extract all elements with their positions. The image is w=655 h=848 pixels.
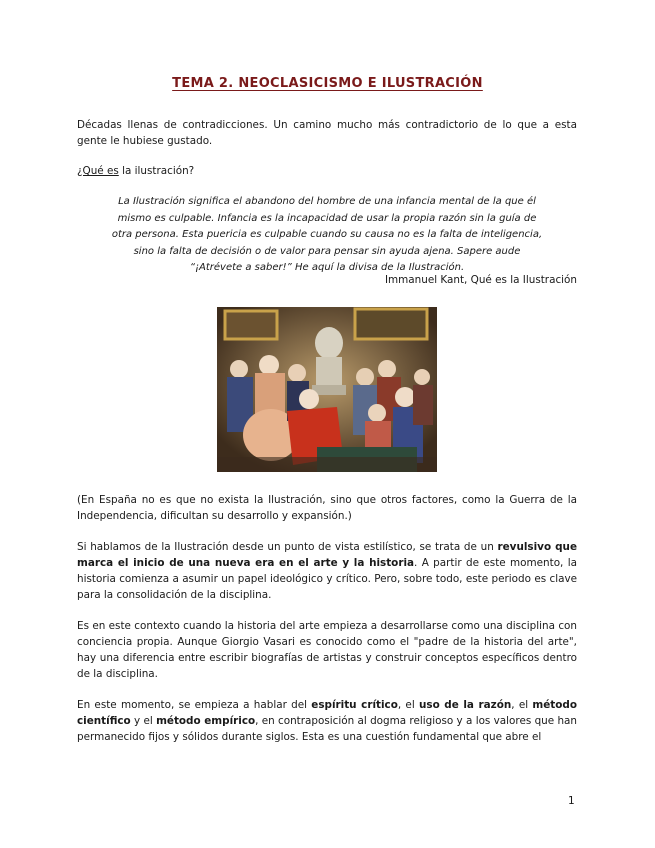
salon-painting-illustration bbox=[217, 307, 437, 472]
para3-text-e: , el bbox=[511, 699, 533, 711]
para3-bold-reason: uso de la razón bbox=[418, 699, 512, 711]
salon-painting-image bbox=[217, 307, 437, 472]
discipline-paragraph: Es en este contexto cuando la historia del arte empieza a desarrollarse como una disciplina con conciencia propia. Aunque Giorgio Vasari es conocido como el "padre de la historia del arte", hay una diferencia entre escribir biografías de artistas y construir conceptos específicos dentro de la disciplina. bbox=[77, 620, 577, 680]
question-line bbox=[77, 163, 577, 179]
para3-text-i: , en contraposición al dogma religioso y a los valores que han permanecido fijos y sólidos durante siglos. Esta es una cuestión fundamental que abre el bbox=[77, 715, 578, 743]
question-underlined: ¿Qué es bbox=[77, 165, 119, 177]
para3-text-a: En este momento, se empieza a hablar del bbox=[77, 699, 312, 711]
para1-text-c: . A partir de este momento, la historia comienza a asumir un papel ideológico y crítico. Pero, sobre todo, este periodo es clave para la consolidación de la disciplina. bbox=[77, 557, 577, 601]
para3-text-c: , el bbox=[397, 699, 419, 711]
reason-paragraph bbox=[77, 697, 577, 745]
question-rest: la ilustración? bbox=[118, 165, 195, 177]
spain-note-paragraph: (En España no es que no exista la Ilustración, sino que otros factores, como la Guerra de la Independencia, dificultan su desarrollo y expansión.) bbox=[77, 494, 577, 522]
page-number: 1 bbox=[568, 795, 575, 807]
para3-bold-scientific-method: método científico bbox=[77, 699, 577, 727]
para1-bold: revulsivo que marca el inicio de una nueva era en el arte y la historia bbox=[77, 541, 577, 569]
intro-paragraph: Décadas llenas de contradicciones. Un camino mucho más contradictorio de lo que a esta gente le hubiese gustado. bbox=[77, 119, 577, 147]
page-title: TEMA 2. NEOCLASICISMO E ILUSTRACIÓN bbox=[172, 76, 483, 91]
para3-text-g: y el bbox=[130, 715, 157, 727]
para3-bold-critical-spirit: espíritu crítico bbox=[311, 699, 398, 711]
para3-bold-empirical-method: método empírico bbox=[156, 715, 256, 727]
kant-quote: La Ilustración significa el abandono del hombre de una infancia mental de la que él mismo es culpable. Infancia es la incapacidad de usar la propia razón sin la guía de otra persona. Esta puericia es culpable cuando su causa no es la falta de inteligencia, sino la falta de decisión o de valor para pensar sin ayuda ajena. Sapere aude “¡Atrévete a saber!” He aquí la divisa de la Ilustración. bbox=[111, 196, 543, 273]
stylistic-paragraph bbox=[77, 539, 577, 603]
para1-text-a: Si hablamos de la Ilustración desde un punto de vista estilístico, se trata de un bbox=[77, 541, 498, 553]
quote-attribution: Immanuel Kant, Qué es la Ilustración bbox=[384, 274, 577, 286]
